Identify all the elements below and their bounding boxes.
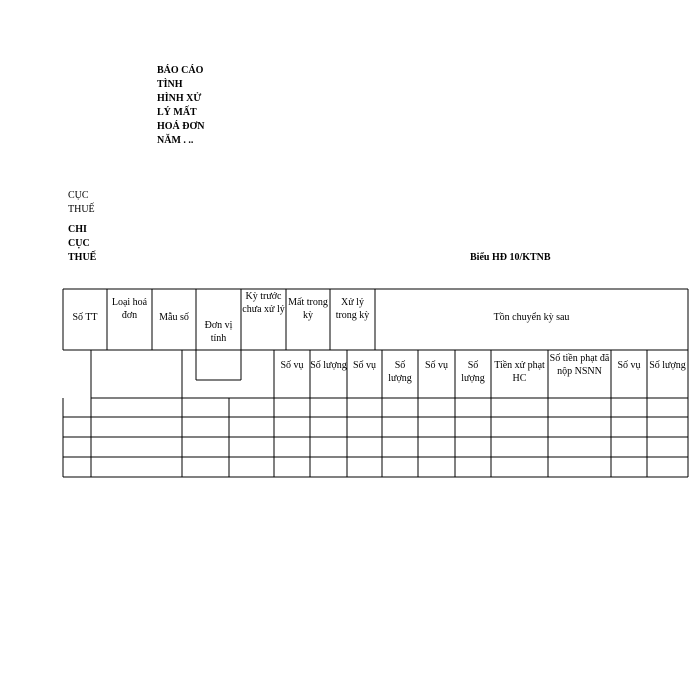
chi-cuc-thue-label: CHI CỤC THUẾ	[68, 224, 97, 263]
header-don-vi-tinh: Đơn vị tính	[204, 320, 233, 344]
subheader-so-vu-1: Số vụ	[280, 360, 304, 371]
header-ton-chuyen: Tồn chuyển kỳ sau	[493, 312, 570, 323]
subheader-so-luong-4: Số lượng	[649, 360, 686, 371]
header-mat-trong-ky: Mất trong kỳ	[288, 297, 328, 321]
header-loai-hoa-don: Loại hoá đơn	[111, 297, 148, 321]
subheader-so-vu-2: Số vụ	[352, 360, 377, 371]
subheader-so-tien-phat: Số tiền phạt đã nộp NSNN	[549, 353, 610, 377]
cuc-thue-label: CỤC THUẾ	[68, 190, 95, 215]
subheader-so-luong-1: Số lượng	[310, 360, 347, 371]
header-mau-so: Mẫu số	[159, 312, 189, 323]
subheader-so-vu-4: Số vụ	[617, 360, 641, 371]
subheader-tien-xu-phat: Tiền xử phạt HC	[494, 360, 545, 384]
subheader-so-luong-3: Số lượng	[461, 360, 485, 384]
header-ky-truoc: Kỳ trước chưa xử lý	[242, 291, 285, 315]
header-so-tt: Số TT	[72, 312, 98, 323]
subheader-so-vu-3: Số vụ	[424, 360, 449, 371]
form-code: Biểu HĐ 10/KTNB	[470, 252, 551, 263]
report-title: BÁO CÁO TÌNH HÌNH XỬ LÝ MẤT HOÁ ĐƠN NĂM . ..	[157, 65, 205, 146]
subheader-so-luong-2: Số lượng	[388, 360, 412, 384]
header-xu-ly-trong-ky: Xử lý trong kỳ	[335, 297, 370, 321]
